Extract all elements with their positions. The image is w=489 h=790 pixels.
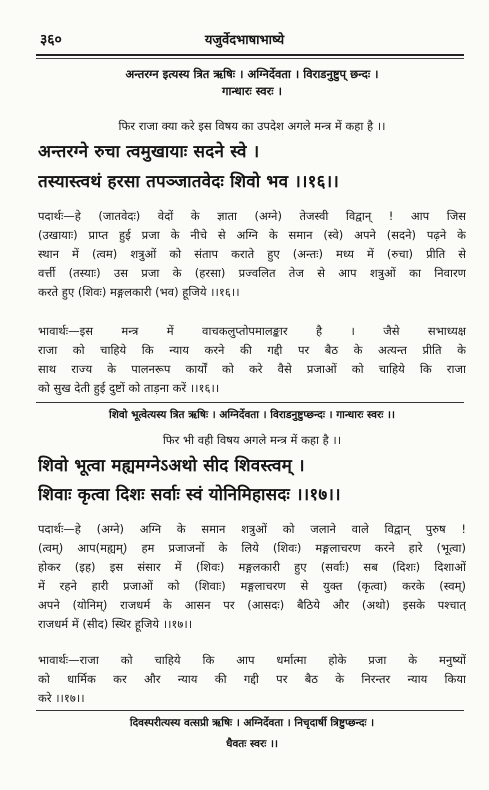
header-rule — [36, 54, 464, 56]
verse-16-line1: अन्तरग्ने रुचा त्वमुखायाः सदने स्वे । — [38, 142, 260, 162]
verse-16-line2: तस्यास्त्वथं हरसा तपञ्जातवेदः शिवो भव ।।१६।। — [38, 172, 340, 192]
section-divider — [36, 710, 464, 711]
mantra-meta-17: शिवो भूत्वेत्यस्य त्रित ऋषिः । अग्निर्देवता । विराडनुष्टुप्छन्दः । गान्धारः स्वरः ।। — [109, 409, 395, 421]
page-header — [0, 30, 489, 50]
bhavartha-16-line: राजा को चाहिये कि न्याय करने की गद्दी पर बैठ के अत्यन्त प्रीति के — [38, 343, 466, 357]
bhavartha-17-line: करे ।।१७।। — [38, 691, 85, 705]
padartha-16-line: वर्त्ती (तस्याः) उस प्रजा के (हरसा) प्रज्वलित तेज से आप शत्रुओं का निवारण — [38, 266, 466, 280]
bhavartha-17-line: भावार्थः—राजा को चाहिये कि आप धर्मात्मा होके प्रजा के मनुष्यों — [38, 653, 466, 667]
padartha-16-line: करते हुए (शिवः) मङ्गलकारी (भव) हूजिये ।।१६।। — [38, 285, 240, 299]
bhavartha-16-line: भावार्थः—इस मन्त्र में वाचकलुप्तोपमालङ्कार है । जैसे सभाध्यक्ष — [38, 324, 466, 338]
bhavartha-17-line: को धार्मिक कर और न्याय की गद्दी पर बैठ के निरन्तर न्याय किया — [38, 672, 466, 686]
padartha-16-line: पदार्थः—हे (जातवेदः) वेदों के ज्ञाता (अग्ने) तेजस्वी विद्वान् ! आप जिस — [38, 209, 466, 223]
padartha-17-line: होकर (इह) इस संसार में (शिवः) मङ्गलकारी हुए (सर्वाः) सब (दिशः) दिशाओं — [38, 560, 466, 574]
padartha-17-line: (त्वम्) आप(मह्यम्) हम प्रजाजनों के लिये (शिवः) मङ्गलाचरण करने हारे (भूत्वा) — [38, 541, 466, 555]
verse-17-line2: शिवाः कृत्वा दिशः सर्वाः स्वं योनिमिहासदः ।।१७।। — [38, 485, 341, 505]
mantra-meta-16-svara: गान्धारः स्वरः । — [222, 84, 282, 98]
page-number: ३६० — [40, 32, 62, 48]
mantra-meta-16: अन्तरग्न इत्यस्य त्रित ऋषिः । अग्निर्देवता । विराडनुष्टुप् छन्दः । — [125, 67, 379, 81]
bhavartha-16-line: को सुख देती हुई दुष्टों को ताड़ना करें ।।१६।। — [38, 381, 220, 395]
padartha-17-line: पदार्थः—हे (अग्ने) अग्नि के समान शत्रुओं को जलाने वाले विद्वान् पुरुष ! — [38, 522, 466, 536]
mantra-intro-16: फिर राजा क्या करे इस विषय का उपदेश अगले मन्त्र में कहा है ।। — [118, 119, 386, 133]
padartha-16-line: स्थान में (त्वम) शत्रुओं को संताप कराते हुए (अन्तः) मध्य में (रुचा) प्रीति से — [38, 247, 466, 261]
running-title: यजुर्वेदभाषाभाष्ये — [204, 33, 285, 48]
bhavartha-16-line: साथ राज्य के पालनरूप कार्यों को करे वैसे प्रजाओं को चाहिये कि राजा — [38, 362, 466, 376]
padartha-17-line: राजधर्म में (सीद) स्थिर हूजिये ।।१७।। — [38, 617, 193, 631]
section-divider — [36, 402, 464, 403]
header-rule-thin — [36, 58, 464, 59]
padartha-17-line: अपने (योनिम्) राजधर्म के आसन पर (आसदः) बैठिये और (अथो) इसके पश्चात् — [38, 598, 466, 612]
padartha-16-line: (उखायाः) प्राप्त हुई प्रजा के नीचे से अग्नि के समान (स्वे) अपने (सदने) पढ़ने के — [38, 228, 466, 242]
mantra-meta-18-svara: धैवतः स्वरः ।। — [225, 738, 278, 750]
verse-17-line1: शिवो भूत्वा मह्यमग्नेऽअथो सीद शिवस्त्वम् । — [38, 456, 305, 476]
mantra-meta-18: दिवस्परीत्यस्य वत्सप्री ऋषिः । अग्निर्देवता । निचृदार्षी त्रिष्टुप्छन्दः । — [129, 717, 375, 729]
mantra-intro-17: फिर भी वही विषय अगले मन्त्र में कहा है ।। — [162, 433, 342, 447]
padartha-17-line: में रहने हारी प्रजाओं को (शिवाः) मङ्गलाचरण से युक्त (कृत्वा) करके (स्वम्) — [38, 579, 466, 593]
